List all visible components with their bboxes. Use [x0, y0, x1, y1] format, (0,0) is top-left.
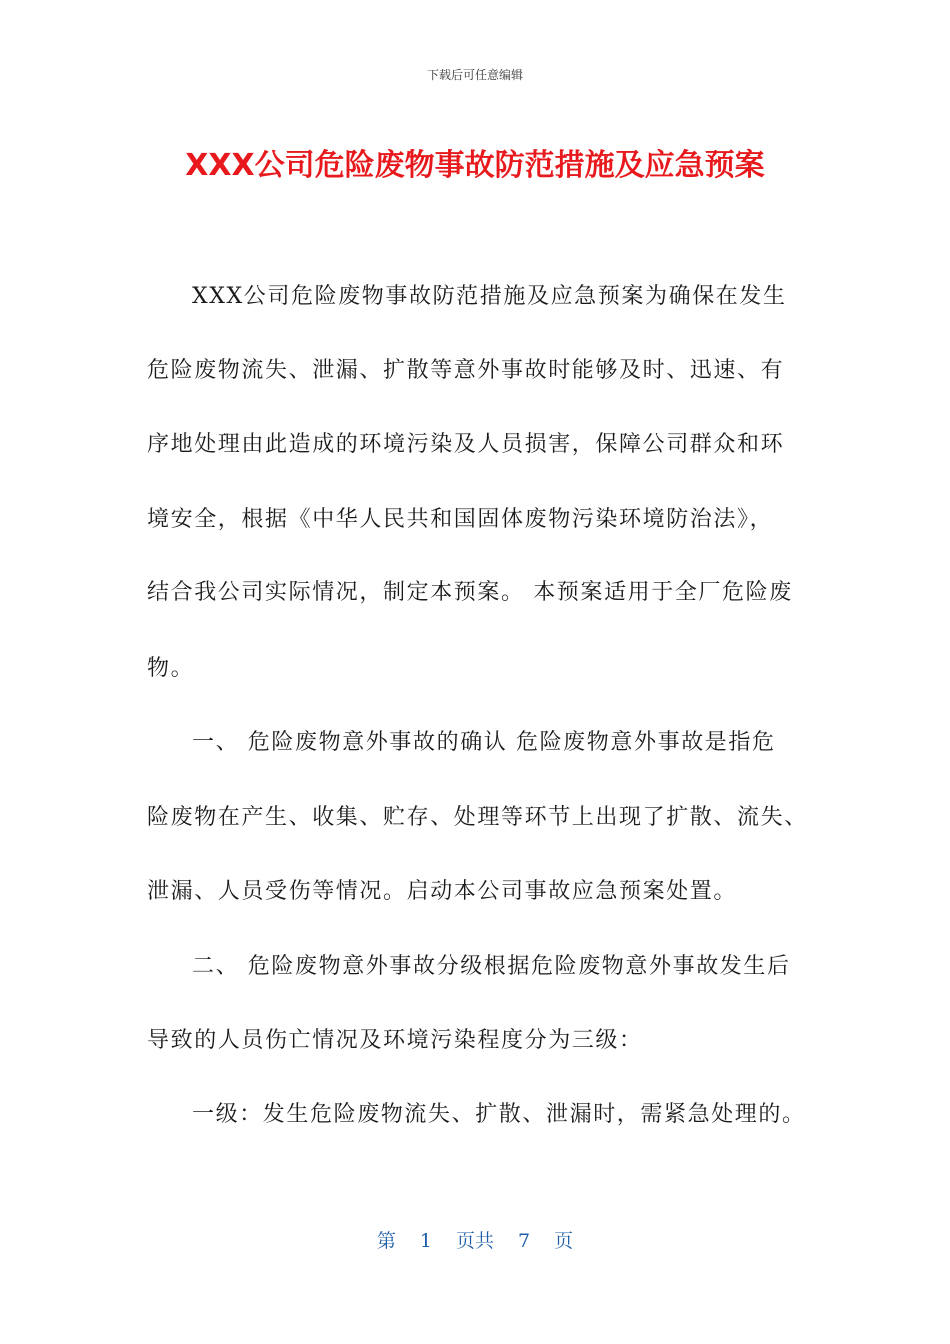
paragraph-line: 结合我公司实际情况，制定本预案。 本预案适用于全厂危险废: [147, 580, 793, 605]
paragraph-line: 险废物在产生、收集、贮存、处理等环节上出现了扩散、流失、: [147, 805, 808, 830]
paragraph-line: 一、 危险废物意外事故的确认 危险废物意外事故是指危: [192, 730, 776, 755]
paragraph-line: 危险废物流失、泄漏、扩散等意外事故时能够及时、迅速、有: [147, 358, 785, 383]
paragraph-line: 导致的人员伤亡情况及环境污染程度分为三级：: [147, 1028, 643, 1053]
document-title: XXX公司危险废物事故防范措施及应急预案: [185, 148, 765, 183]
paragraph-line: 境安全，根据《中华人民共和国固体废物污染环境防治法》，: [147, 507, 774, 532]
paragraph-line: 序地处理由此造成的环境污染及人员损害，保障公司群众和环: [147, 432, 785, 457]
paragraph-line: XXX公司危险废物事故防范措施及应急预案为确保在发生: [192, 284, 787, 309]
paragraph-line: 二、 危险废物意外事故分级根据危险废物意外事故发生后: [192, 954, 791, 979]
header-note: 下载后可任意编辑: [426, 68, 523, 82]
page-number: 第 1 页共 7 页: [376, 1230, 574, 1252]
paragraph-line: 一级：发生危险废物流失、扩散、泄漏时，需紧急处理的。: [192, 1102, 806, 1127]
paragraph-line: 物。: [147, 656, 195, 681]
paragraph-line: 泄漏、人员受伤等情况。启动本公司事故应急预案处置。: [147, 879, 738, 904]
